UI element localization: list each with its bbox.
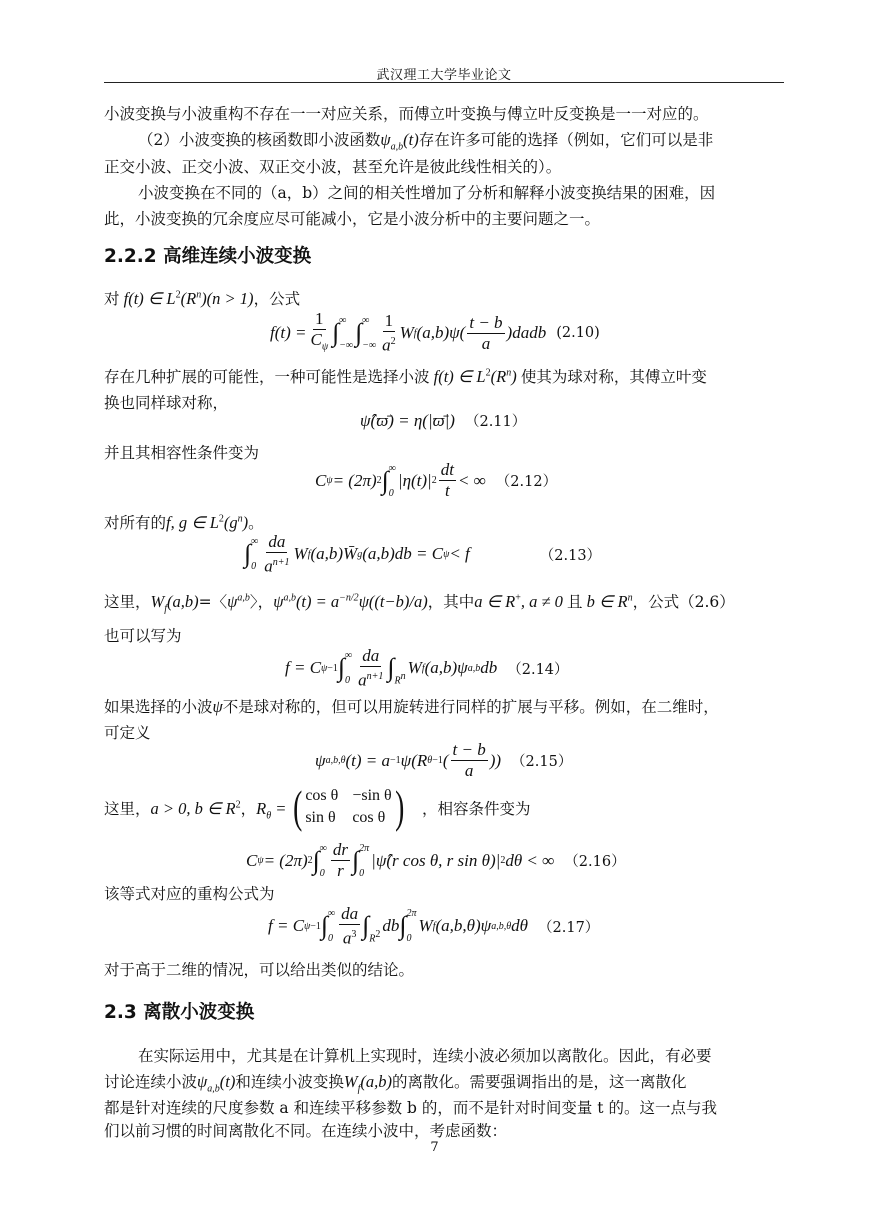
text-fragment: 存在几种扩展的可能性，一种可能性是选择小波 xyxy=(104,368,430,386)
text-fragment: 的离散化。需要强调指出的是，这一离散化 xyxy=(392,1073,687,1091)
text-line: 并且其相容性条件变为 xyxy=(104,444,260,462)
equation-2-13: ∫ ∞ 0 $\frac{da}{a^{n+1}}$ W f (a,b)W̄ g (a,b)db = C ψ < f （2.13） xyxy=(244,532,602,576)
text-line: 小波变换在不同的（a，b）之间的相关性增加了分析和解释小波变换结果的困难，因 xyxy=(138,184,716,202)
equation-number: （2.16） xyxy=(564,854,626,870)
text-line: 换也同样球对称， xyxy=(104,394,229,412)
text-line: 正交小波、正交小波、双正交小波，甚至允许是彼此线性相关的）。 xyxy=(104,158,562,176)
inline-math: a ∈ R+, a ≠ 0 xyxy=(474,592,568,611)
text-line xyxy=(104,590,735,614)
text-fragment: 对所有的 xyxy=(104,514,167,532)
text-line: 也可以写为 xyxy=(104,627,182,645)
text-line xyxy=(104,797,286,821)
inline-math: a > 0, b ∈ $R^2$ xyxy=(150,799,241,818)
inline-math: $\psi^{a,b}$ xyxy=(227,592,250,611)
text-line xyxy=(138,128,713,152)
inline-math: $\psi_{a,b}(t)$ xyxy=(197,1072,236,1095)
text-line: 该等式对应的重构公式为 xyxy=(104,885,275,903)
page-number: 7 xyxy=(430,1140,439,1155)
equation-number: （2.12） xyxy=(495,474,558,490)
inline-math: $R_\theta$ = xyxy=(256,799,287,822)
equation-number: （2.17） xyxy=(538,919,600,936)
equation-2-15: ψ a,b,θ (t) = a −1 ψ(R θ −1 ( $\frac{t - b}{a}$ )) （2.15） xyxy=(315,740,573,780)
text-line: 此，小波变换的冗余度应尽可能减小，它是小波分析中的主要问题之一。 xyxy=(104,210,601,228)
text-line: ，相容条件变为 xyxy=(422,800,531,818)
text-fragment: =〈 xyxy=(198,593,228,611)
rotation-matrix: ( cos θ −sin θ sin θ cos θ ) xyxy=(293,781,404,832)
text-fragment: 使其为球对称，其傅立叶变 xyxy=(520,368,707,386)
wavelet-psi-ab: $\psi_{a,b}(t)$ xyxy=(380,130,419,153)
text-line xyxy=(104,287,300,309)
text-line xyxy=(104,365,707,387)
equation-2-17: f = C ψ −1 ∫ ∞ 0 $\frac{da}{a^3}$ ∫ $R^2$ db ∫ 2π 0 W f (a,b,θ)ψ a,b,θ dθ （2.17） xyxy=(268,904,600,948)
text-fragment: 这里， xyxy=(104,593,151,611)
text-fragment: 对 xyxy=(104,290,120,308)
equation-2-16: C ψ = (2π) 2 ∫ ∞ 0 $\frac{dr}{r}$ ∫ 2π 0 |ψ̂(r cos θ, r sin θ)| 2 dθ < ∞ （2.16） xyxy=(246,840,626,880)
text-fragment: ，公式 xyxy=(253,290,301,308)
equation-number: （2.13） xyxy=(539,547,602,564)
equation-2-12: C ψ = (2π) 2 ∫ ∞ 0 |η(t)| 2 $\frac{dt}{t}$ < ∞ （2.12） xyxy=(315,460,558,500)
inline-math: $\psi^{a,b}(t) = a^{-n/2}\psi((t-b)/a)$ xyxy=(273,592,428,611)
running-header: 武汉理工大学毕业论文 xyxy=(376,68,512,83)
text-line: 在实际运用中，尤其是在计算机上实现时，连续小波必须加以离散化。因此，有必要 xyxy=(138,1047,712,1065)
text-fragment: ，其中 xyxy=(427,593,475,611)
text-line: 可定义 xyxy=(104,724,151,742)
inline-math: f, g ∈ $L^2(g^n)$ xyxy=(166,513,249,532)
text-line xyxy=(104,511,264,533)
text-fragment: 如果选择的小波 xyxy=(104,698,213,716)
section-heading-2-2-2: 2.2.2 高维连续小波变换 xyxy=(104,246,312,267)
equation-2-14: f = C ψ −1 ∫ ∞ 0 $\frac{da}{a^{n+1}}$ ∫ $R^n$ W f (a,b)ψ a,b db （2.14） xyxy=(285,646,569,690)
inline-math: f(t) ∈ $L^2(R^n)$ xyxy=(429,367,521,386)
equation-number: (2.10) xyxy=(556,325,600,342)
text-fragment: 〉， xyxy=(249,593,274,611)
section-heading-2-3: 2.3 离散小波变换 xyxy=(104,1002,255,1023)
text-fragment: 讨论连续小波 xyxy=(104,1073,198,1091)
inline-math: $W_f(a,b)$ xyxy=(150,592,199,615)
equation-number: （2.14） xyxy=(507,661,569,678)
text-line xyxy=(104,1070,687,1094)
text-line: 小波变换与小波重构不存在一一对应关系，而傅立叶变换与傅立叶反变换是一一对应的。 xyxy=(104,105,709,123)
equation-2-11: ψ̂(ϖ̄) = η(|ϖ̄|) （2.11） xyxy=(360,410,527,430)
equation-number: （2.11） xyxy=(464,414,527,430)
text-line xyxy=(104,695,719,717)
text-fragment: 和连续小波变换 xyxy=(235,1073,344,1091)
text-fragment: 。 xyxy=(248,514,264,532)
inline-math: $W_f(a,b)$ xyxy=(343,1072,393,1095)
equation-2-10: f(t) = $\frac{1}{C_\psi}$ ∫ ∞ −∞ ∫ ∞ −∞ $\frac{1}{a^2}$ W f (a,b)ψ( $\frac{t - b}{a}$ )dadb (2.10) xyxy=(270,309,600,355)
header-rule xyxy=(104,82,784,83)
text-fragment: （2）小波变换的核函数即小波函数 xyxy=(138,131,381,149)
text-line: 都是针对连续的尺度参数 a 和连续平移参数 b 的，而不是针对时间变量 t 的。这一点与我 xyxy=(104,1099,717,1117)
text-line: 对于高于二维的情况，可以给出类似的结论。 xyxy=(104,961,415,979)
inline-math: ψ xyxy=(212,697,223,716)
inline-math: f(t) ∈ $L^2(R^n)(n > 1)$ xyxy=(119,289,254,308)
equation-number: （2.15） xyxy=(511,754,573,770)
text-fragment: 且 xyxy=(567,593,583,611)
text-fragment: 这里， xyxy=(104,800,151,818)
text-line: 们以前习惯的时间离散化不同。在连续小波中，考虑函数： xyxy=(104,1122,508,1140)
text-fragment: 不是球对称的，但可以用旋转进行同样的扩展与平移。例如，在二维时， xyxy=(222,698,719,716)
text-fragment: ，公式（2.6） xyxy=(632,593,735,611)
text-fragment: 存在许多可能的选择（例如，它们可以是非 xyxy=(418,131,714,149)
text-fragment: ， xyxy=(240,800,257,818)
inline-math: b ∈ $R^n$ xyxy=(582,592,633,611)
